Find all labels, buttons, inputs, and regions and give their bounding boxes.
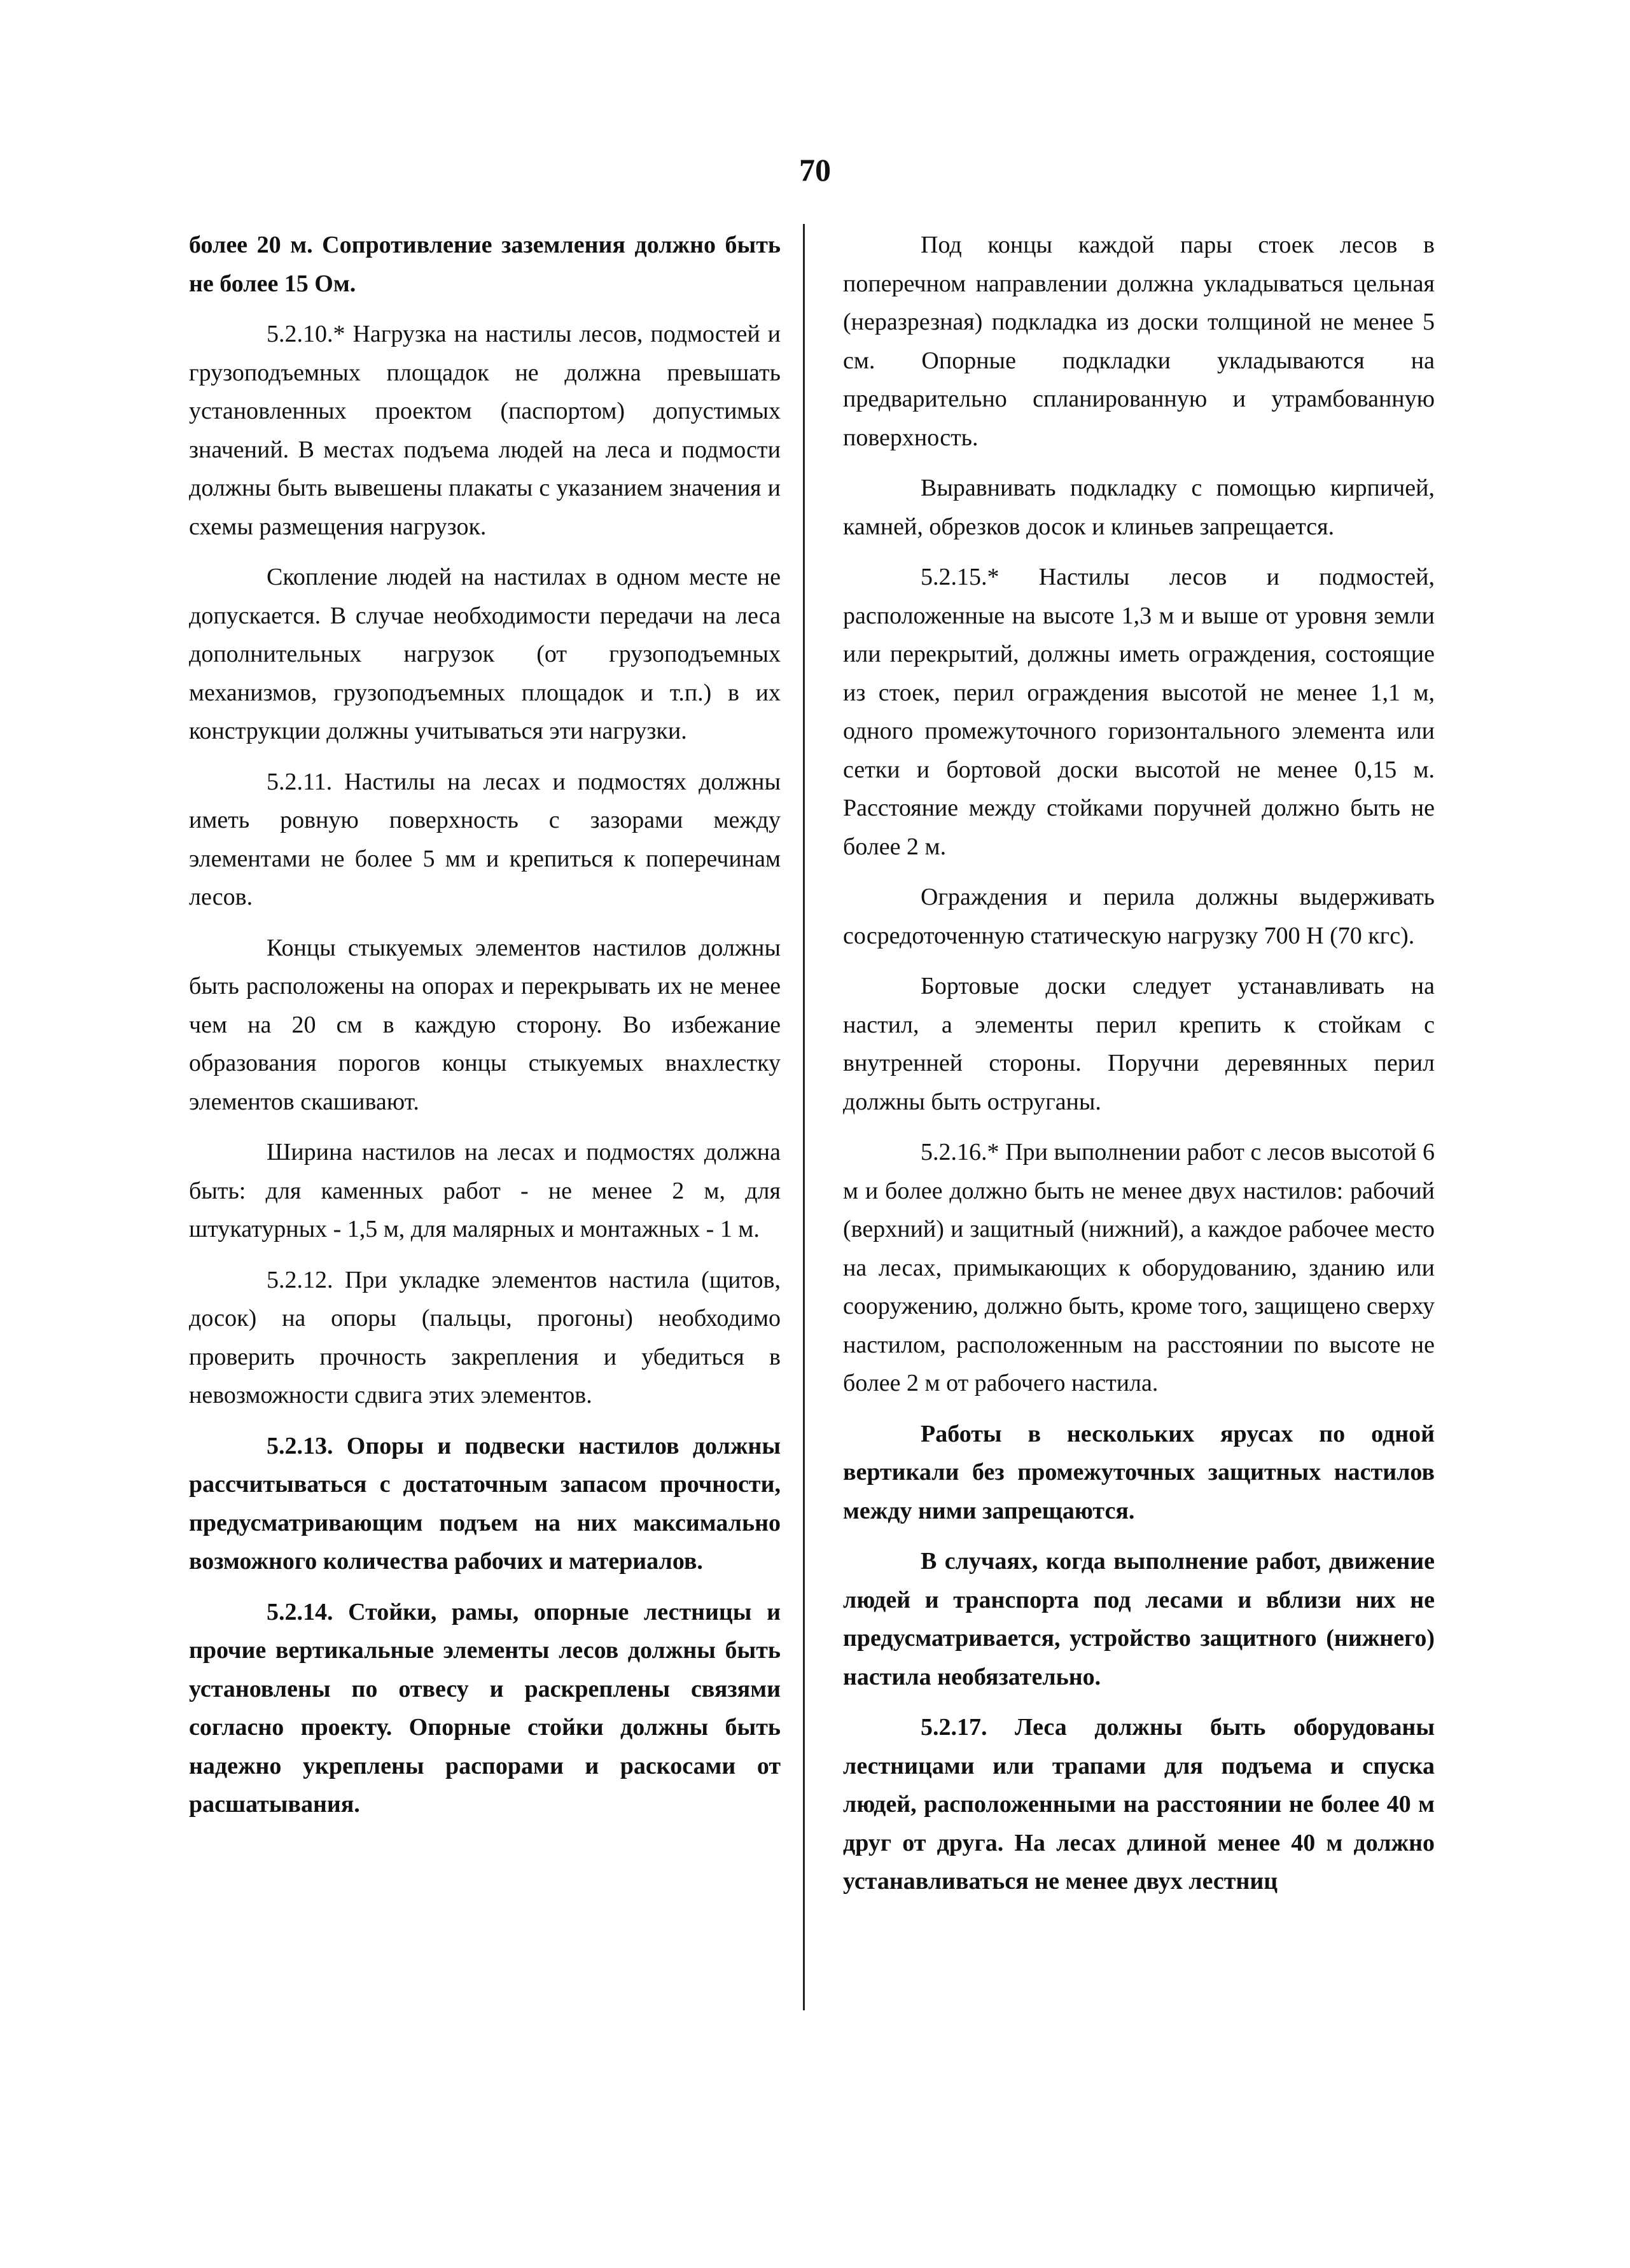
paragraph-5-2-17: 5.2.17. Леса должны быть оборудованы лестницами или трапами для подъема и спуска людей, расположенными на расстоянии не более 40 м друг от друга. На лесах длиной менее 40 м должно устанавливаться не менее двух лестниц — [843, 1714, 1435, 1895]
paragraph-5-2-16: 5.2.16.* При выполнении работ с лесов высотой 6 м и более должно быть не менее двух настилов: рабочий (верхний) и защитный (нижний), а каждое рабочее место на лесах, примыкающих к оборудованию, зданию или сооружению, должно быть, кроме того, защищено сверху настилом, расположенным на расстоянии по высоте не более 2 м от рабочего настила. — [843, 1139, 1435, 1396]
paragraph-deck-width: Ширина настилов на лесах и подмостях должна быть: для каменных работ - не менее 2 м, для штукатурных - 1,5 м, для малярных и монтажных - 1 м. — [189, 1139, 781, 1242]
paragraph-5-2-15: 5.2.15.* Настилы лесов и подмостей, расположенные на высоте 1,3 м и выше от уровня земли или перекрытий, должны иметь ограждения, состоящие из стоек, перил ограждения высотой не менее 1,1 м, одного промежуточного горизонтального элемента или сетки и бортовой доски высотой не менее 0,15 м. Расстояние между стойками поручней должно быть не более 2 м. — [843, 564, 1435, 860]
paragraph-grounding-resistance: более 20 м. Сопротивление заземления должно быть не более 15 Ом. — [189, 232, 781, 297]
paragraph-multi-tier-work: Работы в нескольких ярусах по одной вертикали без промежуточных защитных настилов между ними запрещаются. — [843, 1420, 1435, 1524]
paragraph-5-2-12: 5.2.12. При укладке элементов настила (щитов, досок) на опоры (пальцы, прогоны) необходимо проверить прочность закрепления и убедиться в невозможности сдвига этих элементов. — [189, 1266, 781, 1409]
paragraph-support-pads: Под концы каждой пары стоек лесов в поперечном направлении должна укладываться цельная (неразрезная) подкладка из доски толщиной не менее 5 см. Опорные подкладки укладываются на предварительно спланированную и утрамбованную поверхность. — [843, 232, 1435, 451]
paragraph-5-2-10: 5.2.10.* Нагрузка на настилы лесов, подмостей и грузоподъемных площадок не должна превышать установленных проектом (паспортом) допустимых значений. В местах подъема людей на леса и подмости должны быть вывешены плакаты с указанием значения и схемы размещения нагрузок. — [189, 321, 781, 540]
paragraph-5-2-13: 5.2.13. Опоры и подвески настилов должны рассчитываться с достаточным запасом прочности, предусматривающим подъем на них максимально возможного количества рабочих и материалов. — [189, 1432, 781, 1575]
column-divider — [803, 224, 805, 2010]
paragraph-5-2-11: 5.2.11. Настилы на лесах и подмостях должны иметь ровную поверхность с зазорами между элементами не более 5 мм и крепиться к поперечинам лесов. — [189, 768, 781, 910]
paragraph-joined-elements: Концы стыкуемых элементов настилов должны быть расположены на опорах и перекрывать их не менее чем на 20 см в каждую сторону. Во избежание образования порогов концы стыкуемых внахлестку элементов скашивают. — [189, 934, 781, 1115]
paragraph-protective-deck: В случаях, когда выполнение работ, движение людей и транспорта под лесами и вблизи них не предусматривается, устройство защитного (нижнего) настила необязательно. — [843, 1548, 1435, 1690]
page-number: 70 — [799, 152, 831, 188]
paragraph-crowding: Скопление людей на настилах в одном месте не допускается. В случае необходимости передачи на леса дополнительных нагрузок (от грузоподъемных механизмов, грузоподъемных площадок и т.п.) в их конструкции должны учитываться эти нагрузки. — [189, 564, 781, 744]
right-column — [843, 226, 1435, 1913]
paragraph-5-2-14: 5.2.14. Стойки, рамы, опорные лестницы и прочие вертикальные элементы лесов должны быть установлены по отвесу и раскреплены связями согласно проекту. Опорные стойки должны быть надежно укреплены распорами и раскосами от расшатывания. — [189, 1598, 781, 1818]
left-column — [189, 226, 781, 1836]
paragraph-railings-load: Ограждения и перила должны выдерживать сосредоточенную статическую нагрузку 700 Н (70 кгс). — [843, 884, 1435, 949]
paragraph-toe-boards: Бортовые доски следует устанавливать на настил, а элементы перил крепить к стойкам с внутренней стороны. Поручни деревянных перил должны быть оструганы. — [843, 973, 1435, 1115]
paragraph-leveling: Выравнивать подкладку с помощью кирпичей, камней, обрезков досок и клиньев запрещается. — [843, 475, 1435, 540]
